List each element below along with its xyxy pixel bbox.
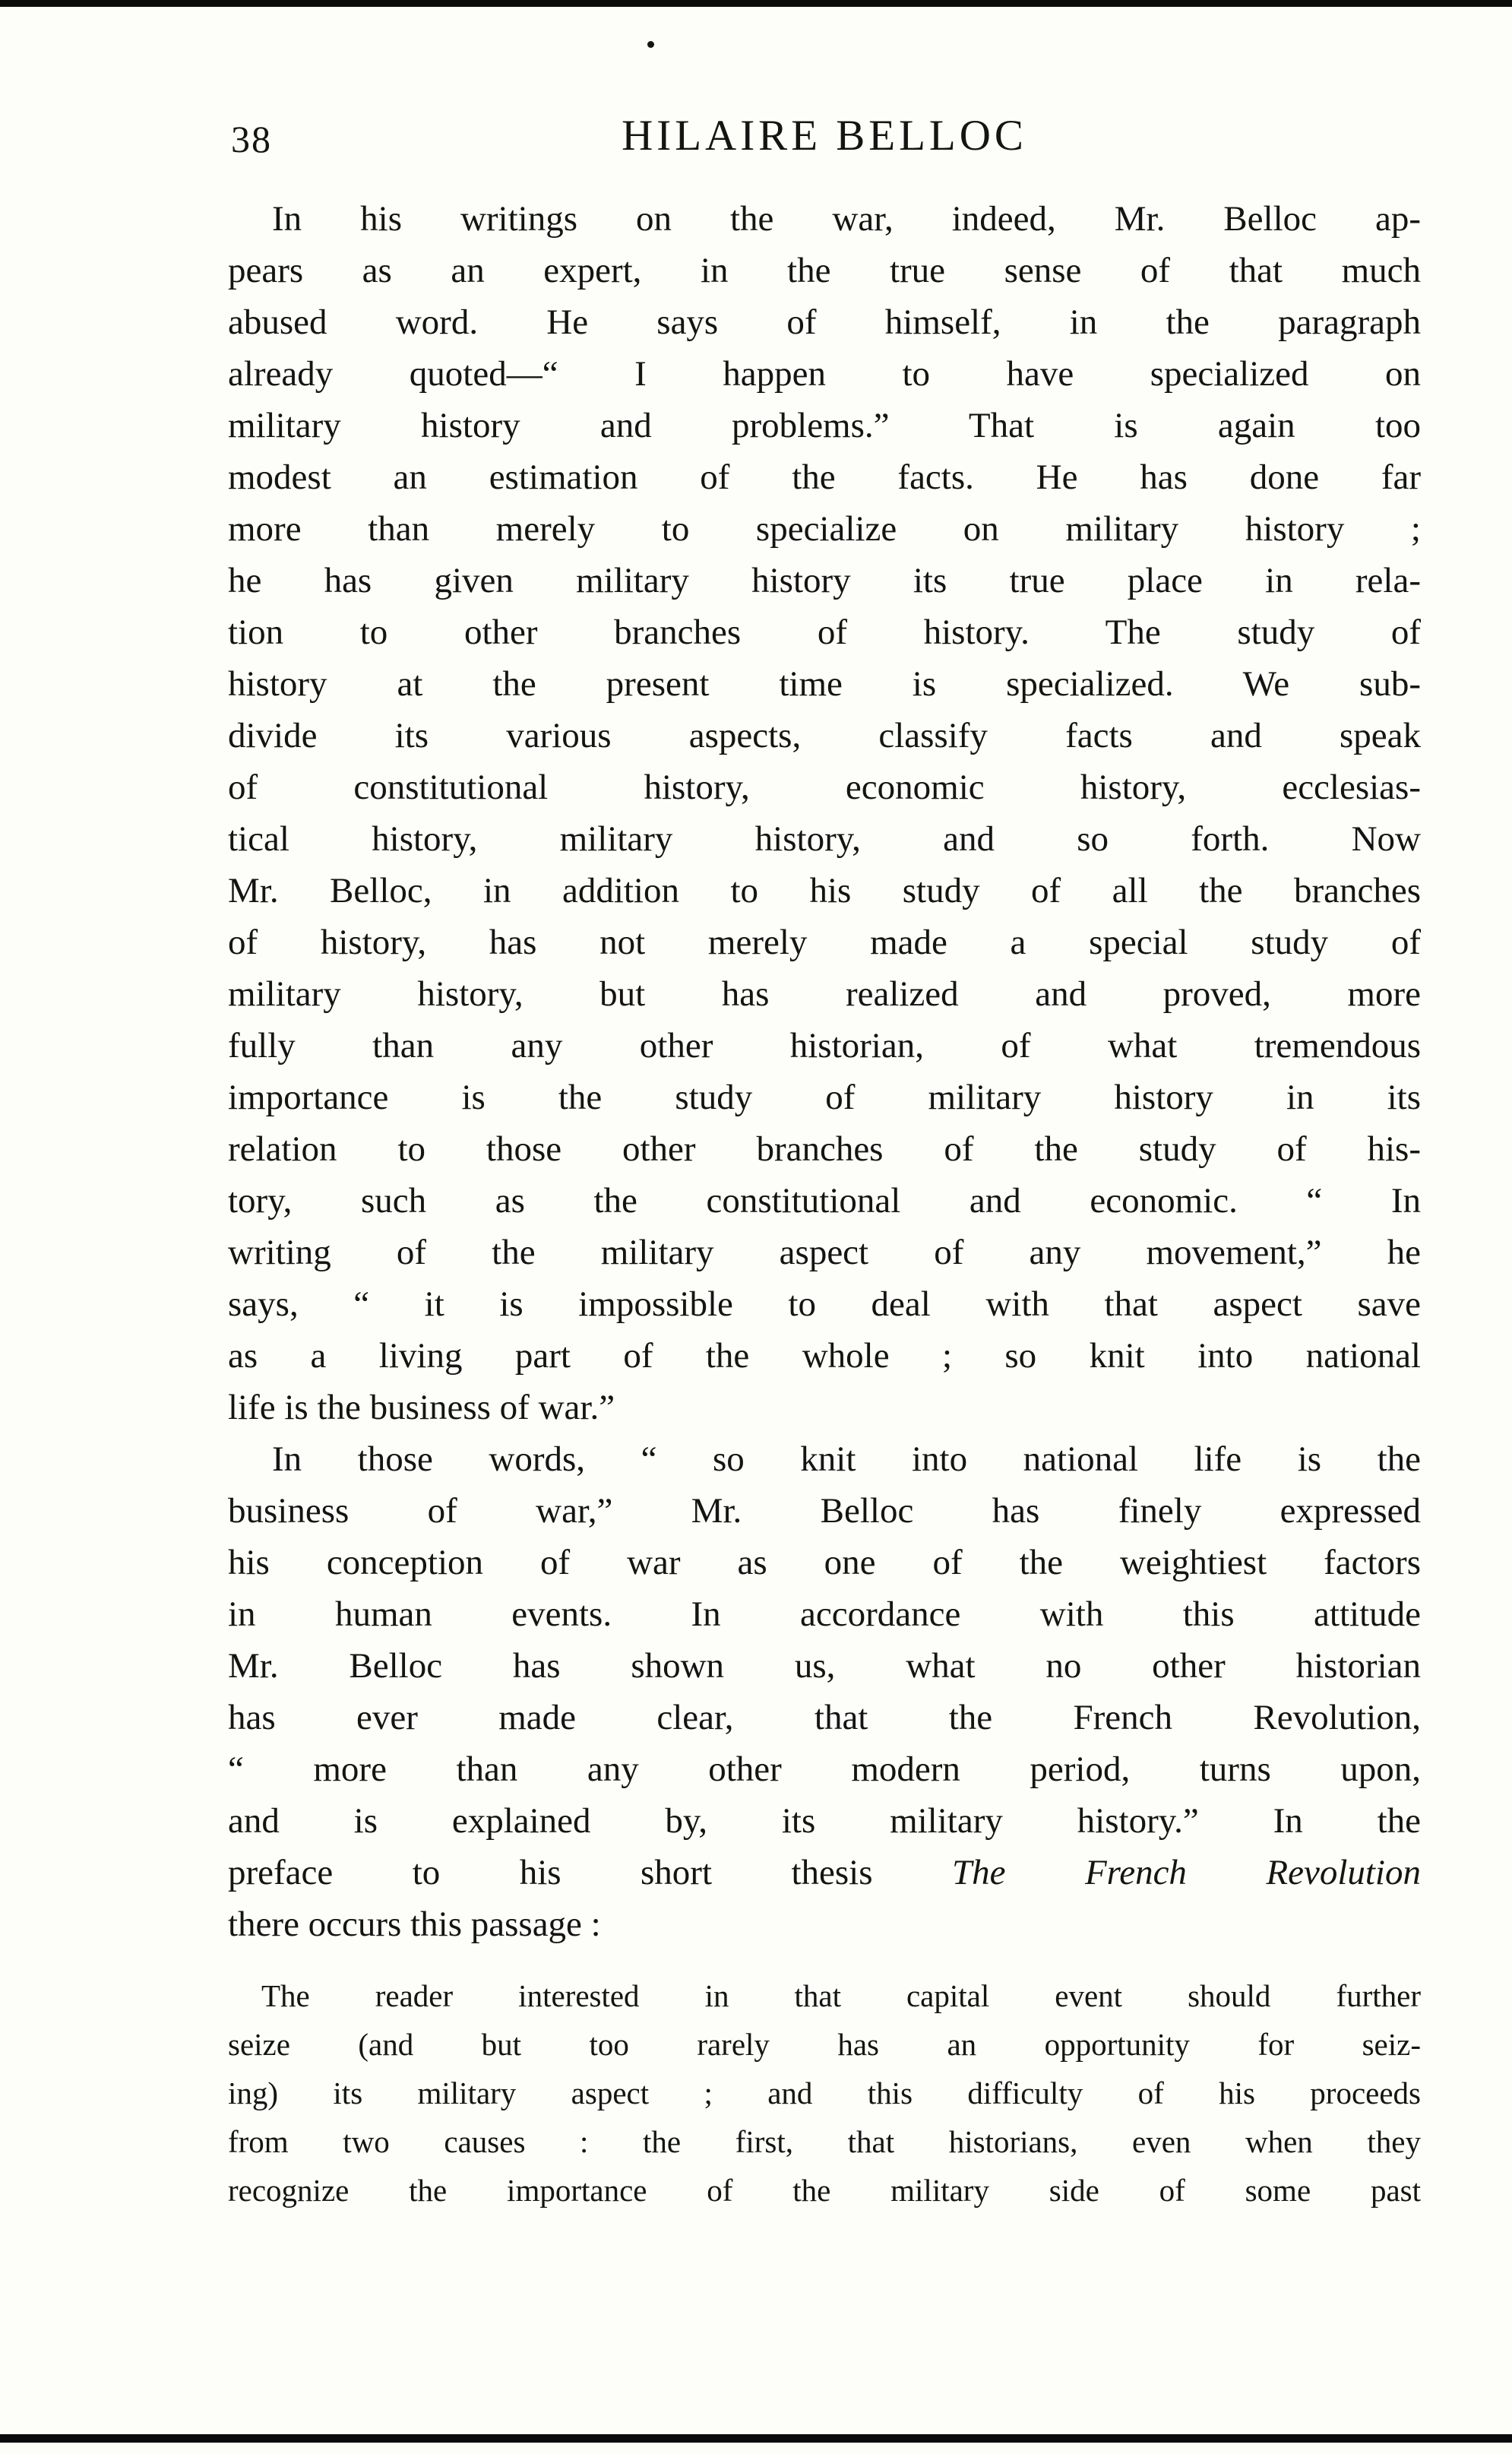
text-line: from two causes : the first, that historians, even when they — [228, 2124, 1421, 2159]
text-line: pears as an expert, in the true sense of that much — [228, 251, 1421, 290]
text-line: there occurs this passage : — [228, 1905, 601, 1944]
text-line: In those words, “ so knit into national life is the — [272, 1439, 1421, 1479]
text-line: writing of the military aspect of any movement,” he — [228, 1233, 1421, 1272]
text-line: history at the present time is specialized. We sub- — [228, 664, 1421, 704]
scan-edge-top — [0, 0, 1512, 7]
text-line: military history, but has realized and proved, more — [228, 974, 1421, 1014]
text-line-with-book-title — [228, 1847, 1421, 1898]
paragraph-lines — [228, 1433, 1421, 1847]
text-line: divide its various aspects, classify facts and speak — [228, 716, 1421, 755]
ink-dot — [647, 41, 654, 48]
text-line: The reader interested in that capital event should further — [261, 1978, 1421, 2013]
text-line: and is explained by, its military history.” In the — [228, 1801, 1421, 1841]
text-line: fully than any other historian, of what tremendous — [228, 1026, 1421, 1066]
text-line: life is the business of war.” — [228, 1388, 615, 1427]
text-line: has ever made clear, that the French Revolution, — [228, 1698, 1421, 1737]
text-line: of history, has not merely made a special study of — [228, 923, 1421, 962]
text-line: tical history, military history, and so forth. Now — [228, 819, 1421, 859]
text-column — [228, 111, 1421, 2215]
paragraph-2 — [228, 1433, 1421, 1950]
page-number: 38 — [231, 118, 272, 160]
quote-lines — [228, 1971, 1421, 2215]
text-line: seize (and but too rarely has an opportunity for seiz- — [228, 2027, 1421, 2062]
book-title-italic: The French Revolution — [952, 1853, 1421, 1892]
text-line: tion to other branches of history. The study of — [228, 613, 1421, 652]
text-line: Mr. Belloc has shown us, what no other historian — [228, 1646, 1421, 1686]
paragraph-1 — [228, 193, 1421, 1433]
text-line: says, “ it is impossible to deal with that aspect save — [228, 1284, 1421, 1324]
scan-edge-bottom — [0, 2434, 1512, 2443]
text-line: he has given military history its true place in rela- — [228, 561, 1421, 600]
text-line: relation to those other branches of the study of his- — [228, 1129, 1421, 1169]
text-line: of constitutional history, economic history, ecclesias- — [228, 768, 1421, 807]
text-line: ing) its military aspect ; and this difficulty of his proceeds — [228, 2076, 1421, 2110]
text-line: in human events. In accordance with this attitude — [228, 1594, 1421, 1634]
text-segment: preface to his short thesis — [228, 1853, 952, 1892]
text-line: modest an estimation of the facts. He has done far — [228, 458, 1421, 497]
paragraph-lines — [228, 193, 1421, 1382]
block-quote — [228, 1971, 1421, 2215]
running-head-title: HILAIRE BELLOC — [622, 112, 1027, 160]
text-line: his conception of war as one of the weightiest factors — [228, 1543, 1421, 1582]
text-line: already quoted—“ I happen to have specialized on — [228, 354, 1421, 394]
text-line: tory, such as the constitutional and economic. “ In — [228, 1181, 1421, 1221]
page-body — [228, 193, 1421, 2215]
page-header — [228, 111, 1421, 166]
text-line: military history and problems.” That is again too — [228, 406, 1421, 445]
text-line: In his writings on the war, indeed, Mr. Belloc ap- — [272, 199, 1421, 239]
text-line: business of war,” Mr. Belloc has finely expressed — [228, 1491, 1421, 1531]
text-line: “ more than any other modern period, turns upon, — [228, 1749, 1421, 1789]
text-line: importance is the study of military history in its — [228, 1078, 1421, 1117]
text-line: more than merely to specialize on military history ; — [228, 509, 1421, 549]
text-line: abused word. He says of himself, in the paragraph — [228, 302, 1421, 342]
text-line: recognize the importance of the military side of some past — [228, 2173, 1421, 2208]
text-line: Mr. Belloc, in addition to his study of all the branches — [228, 871, 1421, 910]
text-line: as a living part of the whole ; so knit into national — [228, 1336, 1421, 1376]
